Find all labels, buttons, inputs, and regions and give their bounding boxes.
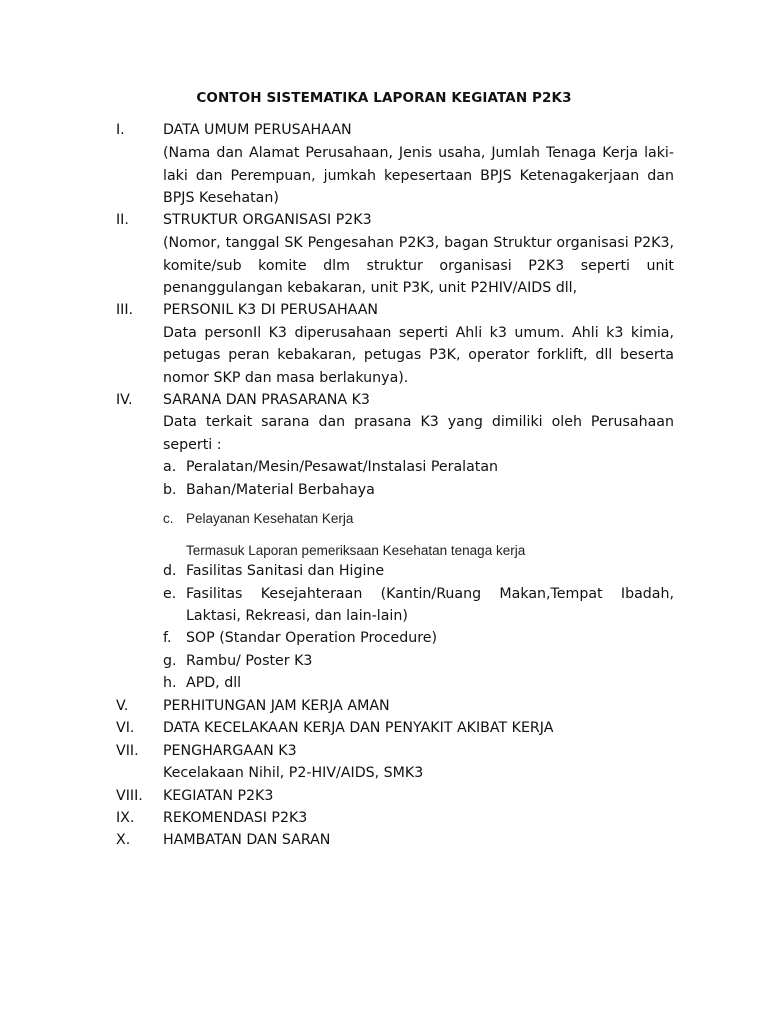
list-item-label: a. xyxy=(163,459,177,475)
list-item: Rambu/ Poster K3 xyxy=(186,653,313,669)
section-number: V. xyxy=(116,698,129,714)
section-heading: REKOMENDASI P2K3 xyxy=(163,810,308,826)
section-text: komite/sub komite dlm struktur organisasi P2K3 seperti unit xyxy=(163,258,674,274)
section-text: penanggulangan kebakaran, unit P3K, unit P2HIV/AIDS dll, xyxy=(163,280,578,296)
list-item: Laktasi, Rekreasi, dan lain-lain) xyxy=(186,608,408,624)
section-heading: HAMBATAN DAN SARAN xyxy=(163,832,331,848)
section-text: nomor SKP dan masa berlakunya). xyxy=(163,370,409,386)
section-number: VIII. xyxy=(116,788,143,804)
section-text: petugas peran kebakaran, petugas P3K, operator forklift, dll beserta xyxy=(163,347,674,363)
list-item: Bahan/Material Berbahaya xyxy=(186,482,375,498)
section-heading: DATA UMUM PERUSAHAAN xyxy=(163,122,352,138)
section-text: Data terkait sarana dan prasana K3 yang dimiliki oleh Perusahaan xyxy=(163,414,674,430)
section-text: Data personIl K3 diperusahaan seperti Ahli k3 umum. Ahli k3 kimia, xyxy=(163,325,674,341)
section-number: II. xyxy=(116,212,129,228)
list-item-label: d. xyxy=(163,563,177,579)
section-heading: KEGIATAN P2K3 xyxy=(163,788,274,804)
document-title: CONTOH SISTEMATIKA LAPORAN KEGIATAN P2K3 xyxy=(196,90,572,106)
section-heading: DATA KECELAKAAN KERJA DAN PENYAKIT AKIBAT KERJA xyxy=(163,720,554,736)
list-item-label: c. xyxy=(163,511,174,526)
section-text: BPJS Kesehatan) xyxy=(163,190,279,206)
section-heading: SARANA DAN PRASARANA K3 xyxy=(163,392,370,408)
section-text: seperti : xyxy=(163,437,222,453)
section-number: IX. xyxy=(116,810,135,826)
section-number: VII. xyxy=(116,743,139,759)
section-number: IV. xyxy=(116,392,133,408)
section-number: VI. xyxy=(116,720,135,736)
section-text: Kecelakaan Nihil, P2-HIV/AIDS, SMK3 xyxy=(163,765,424,781)
section-number: I. xyxy=(116,122,125,138)
list-item: Peralatan/Mesin/Pesawat/Instalasi Peralatan xyxy=(186,459,499,475)
list-item-note: Termasuk Laporan pemeriksaan Kesehatan tenaga kerja xyxy=(186,543,526,558)
list-item-label: h. xyxy=(163,675,177,691)
list-item: SOP (Standar Operation Procedure) xyxy=(186,630,438,646)
list-item-label: b. xyxy=(163,482,177,498)
list-item: Fasilitas Kesejahteraan (Kantin/Ruang Makan,Tempat Ibadah, xyxy=(186,586,674,602)
section-text: (Nomor, tanggal SK Pengesahan P2K3, bagan Struktur organisasi P2K3, xyxy=(163,235,674,251)
section-text: laki dan Perempuan, jumkah kepesertaan BPJS Ketenagakerjaan dan xyxy=(163,168,674,184)
section-number: III. xyxy=(116,302,134,318)
list-item: APD, dll xyxy=(186,675,242,691)
list-item: Pelayanan Kesehatan Kerja xyxy=(186,511,354,526)
section-text: (Nama dan Alamat Perusahaan, Jenis usaha, Jumlah Tenaga Kerja laki- xyxy=(163,145,674,161)
list-item-label: f. xyxy=(163,630,172,646)
section-number: X. xyxy=(116,832,131,848)
list-item-label: g. xyxy=(163,653,177,669)
section-heading: STRUKTUR ORGANISASI P2K3 xyxy=(163,212,372,228)
section-heading: PERHITUNGAN JAM KERJA AMAN xyxy=(163,698,390,714)
list-item-label: e. xyxy=(163,586,177,602)
list-item: Fasilitas Sanitasi dan Higine xyxy=(186,563,385,579)
section-heading: PENGHARGAAN K3 xyxy=(163,743,297,759)
section-heading: PERSONIL K3 DI PERUSAHAAN xyxy=(163,302,379,318)
